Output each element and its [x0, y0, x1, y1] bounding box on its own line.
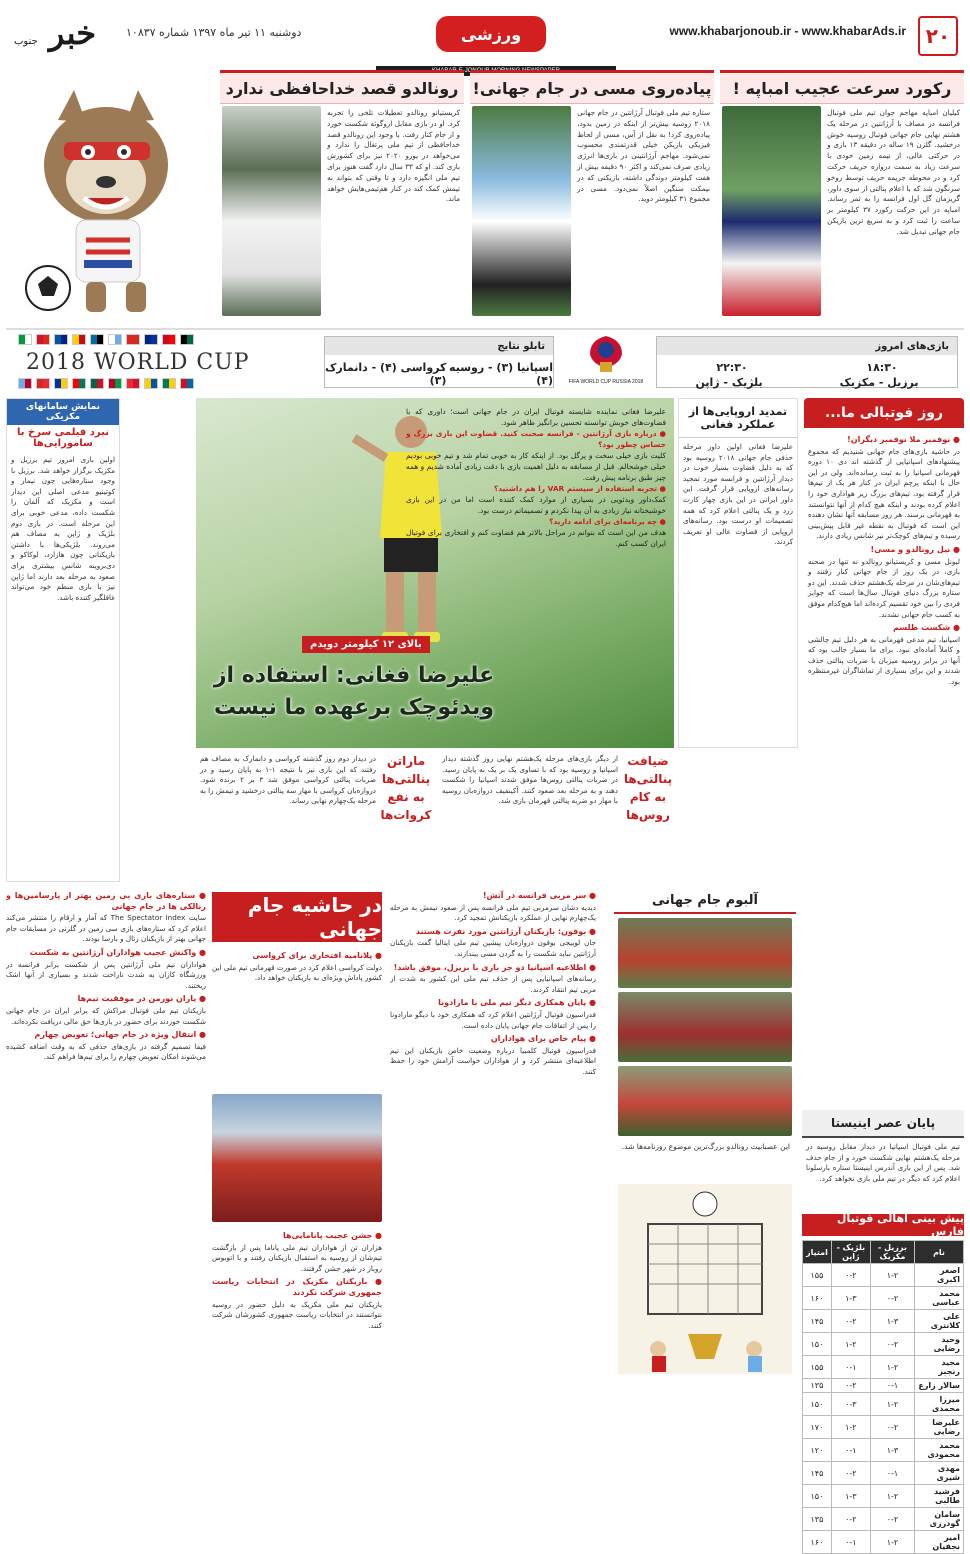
team-flag — [18, 334, 32, 345]
prediction-cell: علی کلانتری — [915, 1310, 964, 1333]
column-title: تمدید اروپایی‌ها از عملکرد فغانی — [679, 399, 797, 438]
team-flag — [180, 378, 194, 389]
prediction-cell: اصغر اکبری — [915, 1264, 964, 1287]
margin-headline[interactable]: ● بوفون: بازیکنان آرژانتین مورد نفرت هستند — [415, 926, 596, 936]
prediction-cell: علیرضا رضایی — [915, 1416, 964, 1439]
results-title: تابلو نتایج — [325, 337, 553, 355]
story-mbappe[interactable] — [720, 70, 964, 320]
margin-text: هواداران تیم ملی آرژانتین پس از شکست برابر فرانسه در ورزشگاه کازان به شدت ناراحت شدند و بسیاری از آنها اشک ریختند. — [6, 959, 206, 990]
mbappe-photo — [722, 106, 821, 316]
feature-headline[interactable]: علیرضا فغانی: استفاده از ویدئوچک برعهده ما نیست — [213, 663, 495, 720]
result-2: کرواسی (۴) - دانمارک (۳) — [325, 361, 447, 387]
prediction-row — [803, 1508, 964, 1531]
prediction-row — [803, 1379, 964, 1393]
margin-text: فیفا تصمیم گرفته در بازی‌های حذفی که به وقت اضافه کشیده می‌شوند امکان تعویض چهارم را برای تیم‌ها فراهم کند. — [6, 1041, 206, 1062]
answer-1: کلیت بازی خیلی سخت و پرگل بود. از اینکه کار به خوبی تمام شد و تیم خوبی بودیم خیلی خوشحالم. قبل از مسابقه به دلیل اهمیت بازی با دقت زیادی آماده شدیم و همه چیز طبق برنامه پیش رفت. — [406, 451, 666, 482]
prediction-cell: ۱۶۰ — [803, 1287, 832, 1310]
emblem-sub: FIFA WORLD CUP RUSSIA 2018 — [568, 379, 644, 385]
column-title: نبرد فیلمی سرخ با سامورایی‌ها — [17, 427, 109, 449]
story-text: کریستیانو رونالدو تعطیلات تلخی را تجربه کرد. او در بازی مقابل اروگوئه شکست خورد و از جام کنار رفت. با وجود این رونالدو قصد خداحافظی از تیم ملی پرتغال را ندارد و می‌خواهد در یورو ۲۰۲۰ نیز برای کشورش بازی کند. او که ۳۳ سال دارد گفت هنوز برای تیم ملی انگیزه دارد و تا وقتی که بتواند به تیمش کمک کند در کنار هم‌تیمی‌هایش خواهد ماند. — [327, 108, 460, 204]
prediction-cell: ۰-۲ — [831, 1508, 870, 1531]
team-flag — [126, 378, 140, 389]
team-flags — [12, 332, 312, 392]
margin-headline[interactable]: ● سر مربی فرانسه در آتش! — [482, 891, 596, 900]
prediction-row — [803, 1531, 964, 1554]
ronaldo-photo — [222, 106, 321, 316]
prediction-cell: محمد محمودی — [915, 1439, 964, 1462]
team-flag — [90, 334, 104, 345]
margin-headline[interactable]: ● یاران نورمن در موفقیت تیم‌ها — [77, 994, 206, 1004]
margin-text: هزاران تن از هواداران تیم ملی پاناما پس از بازگشت تیم‌شان از روسیه به استقبال بازیکنان رفتند و با اتوبوس روباز در شهر جشن گرفتند. — [212, 1242, 382, 1273]
margin-headline[interactable]: ● پلانامیه افتخاری برای کرواسی — [252, 951, 382, 960]
subhead-3: ● شکست طلسم — [893, 623, 960, 633]
today-title: بازی‌های امروز — [657, 337, 957, 355]
column-title: روز فوتبالی ما... — [804, 398, 964, 428]
ribbon-title: ضیافت پنالتی‌ها به کام روس‌ها — [623, 754, 673, 822]
prediction-cell: ۱۴۵ — [803, 1310, 832, 1333]
prediction-cell: ۱-۳ — [870, 1439, 914, 1462]
album-photo-2 — [618, 992, 792, 1062]
subhead-2: ● نیل رونالدو و مسی! — [870, 544, 960, 554]
story-text: ستاره تیم ملی فوتبال آرژانتین در جام جهانی ۲۰۱۸ روسیه بیش‌تر از اینکه در زمین بدود، پیاده‌روی کرد! به نقل از آس، مسی از لحاظ فیزیکی بازیکن خیلی قدرتمندی محسوب نمی‌شود. مهاجم آرژانتینی در بازی‌ها انرژی زیادی صرف نمی‌کند و اکثر ۹۰ دقیقه بیش از هفت کیلومتر دوندگی داشته، بازیکنی که در نیمکت سنگین اصلاً نمی‌دود. مسی در مجموع ۳۱ کیلومتر دوید. — [577, 108, 710, 204]
prediction-cell: ۱۷۰ — [803, 1416, 832, 1439]
logo-subtext: جنوب — [14, 36, 38, 47]
team-flag — [108, 378, 122, 389]
margin-text: بازیکنان تیم ملی فوتبال مراکش که برابر ایران در جام جهانی شکست خوردند برای حضور در بازی‌ها حق مالی دریافت نکرده‌اند. — [6, 1005, 206, 1026]
prediction-cell: ۱-۳ — [831, 1287, 870, 1310]
prediction-cell: ۰-۲ — [870, 1287, 914, 1310]
column-tag: نمایش سامانهای مکزیکی — [7, 399, 119, 425]
prediction-cell: امیر نجفیان — [915, 1531, 964, 1554]
team-flag — [108, 334, 122, 345]
prediction-cell: ۱۶۰ — [803, 1531, 832, 1554]
prediction-cell: ۱۵۰ — [803, 1393, 832, 1416]
worldcup-strip — [6, 328, 964, 392]
zabivaka-mascot-image — [6, 70, 214, 320]
prediction-row — [803, 1310, 964, 1333]
faghani-feature[interactable] — [196, 398, 674, 748]
prediction-cell: ۰-۲ — [831, 1310, 870, 1333]
prediction-cell: ۰-۱ — [870, 1379, 914, 1393]
story-text: کیلیان امباپه مهاجم جوان تیم ملی فوتبال فرانسه در مصاف با آرژانتین در مرحله یک هشتم نهایی جام جهانی فوتبال روسیه خوش درخشید. گلزن ۱۹ ساله در دقیقه ۱۳ بازی و در حرکتی عالی، از نیمه زمین خودی با سرعت زیاد به سمت دروازه حریف حرکت کرد و در محوطه جریمه حریف توسط روخو سرنگون شد که با اعلام پنالتی از سوی داور، گریزمان گل اول فرانسه را به ثمر رساند. امباپه در این حرکت رکورد ۳۷ کیلومتر بر ساعت را ثبت کرد و به سریع ترین بازیکن جام جهانی تبدیل شد. — [827, 108, 960, 236]
column-text-3: اسپانیا، تیم مدعی قهرمانی به هر دلیل تیم چالشی و کاملاً آماده‌ای نبود. برای ما بسیار جالب بود که آنها در برابر روسیه میزبان با ضربات پنالتی حذف شدند و این برای بسیاری از تماشاگران غیرمنتظره بود. — [808, 634, 960, 687]
top-stories — [6, 70, 964, 320]
worldcup-title: 2018 WORLD CUP — [26, 350, 250, 375]
today-time-1: ۱۸:۳۰ — [866, 361, 898, 374]
margin-text: فدراسیون فوتبال آرژانتین اعلام کرد که همکاری خود با دیگو مارادونا را پس از اتفاقات جام جهانی پایان داده است. — [390, 1009, 596, 1030]
margin-headline[interactable]: ● بازیکنان مکزیک در انتخابات ریاست جمهوری شرکت نکردند — [212, 1277, 382, 1297]
today-games-box — [656, 336, 958, 388]
middle-section — [6, 398, 964, 882]
prediction-cell: ۱-۲ — [870, 1356, 914, 1379]
album-caption: این عصبانیت رونالدو بزرگ‌ترین موضوع روزنامه‌ها شد. — [621, 1142, 790, 1151]
prediction-header-cell: برزیل - مکزیک — [870, 1241, 914, 1264]
prediction-cell: سامان گودرزی — [915, 1508, 964, 1531]
team-flag — [72, 334, 86, 345]
prediction-cell: ۱-۲ — [870, 1393, 914, 1416]
column-text-1: در حاشیه بازی‌های جام جهانی شنیدیم که مجموع پیشنهادهای اسپانیایی از گذشته اند دی ۱۰ دوره قهرمانی اسپانیا را به ثبت رسانده‌اند. ولی در این حال با اینکه پرچم ایران در کنار هر یک از تیم‌ها قرار گرفته بود، تیم‌های بزرگ زیر هواداری خود را اعلام کرده بودند و اینکه هیچ کدام از آنها نتوانستند به قهرمانی برسند. هر روز مسابقه آنها نشان دهنده این است که فوتبال به نقطه غیر قابل پیش‌بینی رسیده و تیم‌های کوچک‌تر نیز شانس زیادی دارند. — [808, 446, 960, 541]
feature-red-label: بالای ۱۲ کیلومتر دویدم — [302, 636, 430, 653]
margins-column-2-bottom — [212, 1228, 382, 1408]
prediction-cell: ۱۵۰ — [803, 1485, 832, 1508]
story-messi[interactable] — [470, 70, 714, 320]
prediction-cell: ۱-۳ — [870, 1310, 914, 1333]
page-number: ۲۰ — [918, 16, 958, 56]
prediction-header-cell: نام — [915, 1241, 964, 1264]
end-era-box — [802, 1110, 964, 1551]
prediction-row — [803, 1462, 964, 1485]
prediction-cell: میرزا محمدی — [915, 1393, 964, 1416]
prediction-row — [803, 1393, 964, 1416]
prediction-table — [802, 1240, 964, 1554]
prediction-row — [803, 1264, 964, 1287]
website-links[interactable]: www.khabarjonoub.ir - www.khabarAds.ir — [669, 24, 906, 38]
prediction-cell: ۰-۲ — [831, 1462, 870, 1485]
prediction-header-cell: امتیاز — [803, 1241, 832, 1264]
team-flag — [54, 334, 68, 345]
prediction-cell: سالار زارع — [915, 1379, 964, 1393]
prediction-cell: ۱-۲ — [831, 1416, 870, 1439]
fifa-worldcup-emblem — [566, 332, 646, 392]
prediction-cell: ۰-۱ — [831, 1531, 870, 1554]
newspaper-logo — [14, 14, 96, 52]
prediction-cell: وحید رضایی — [915, 1333, 964, 1356]
margins-title: در حاشیه جام جهانی — [212, 892, 382, 942]
ribbon-title: ماراتن پنالتی‌ها به نفع کروات‌ها — [380, 754, 432, 822]
team-flag — [36, 378, 50, 389]
prediction-cell: ۰-۲ — [870, 1333, 914, 1356]
column-text: اولین بازی امروز تیم برزیل و مکزیک برگزار خواهد شد. برزیل با وجود ستاره‌هایی چون نیمار و کوتینیو مدعی اصلی این دیدار است و مکزیک که آلمان را شکست داده، مدعی خوبی برای این مرحله است. در بازی دوم بلژیک و ژاپن به مصاف هم می‌روند. بلژیکی‌ها با داشتن بازیکنانی چون هازارد، لوکاکو و دی‌بروینه شانس بیشتری برای صعود به مرحله بعد دارند اما ژاپن نیز با بازی منظم خود می‌تواند غافلگیر کننده باشد. — [11, 455, 115, 602]
column-football-day — [804, 398, 964, 882]
prediction-cell: ۰-۲ — [831, 1264, 870, 1287]
prediction-row — [803, 1439, 964, 1462]
result-1: اسپانیا (۳) - روسیه (۴) — [449, 361, 553, 387]
margin-headline[interactable]: ● اطلاعیه اسپانیا دو جز بازی با بریزل، موفق باشد! — [393, 962, 596, 972]
margins-column-1 — [6, 888, 206, 1408]
team-flag — [162, 334, 176, 345]
album-photo-3 — [618, 1066, 792, 1136]
margin-text: فدراسیون فوتبال کلمبیا درباره وضعیت خاص بازیکنان این تیم اطلاعیه‌ای منتشر کرد و از هواداران خواست آرامش خود را حفظ کنند. — [390, 1045, 596, 1076]
ribbon-text: از دیگر بازی‌های مرحله یک‌هشتم نهایی روز گذشته دیدار اسپانیا و روسیه بود که با تساوی یک بر یک به پایان رسید. در ضربات پنالتی روس‌ها موفق شدند اسپانیا را شکست دهند و به مرحله بعد صعود کنند. آکینفیف دروازه‌بان روسیه با مهار دو ضربه پنالتی قهرمان بازی شد. — [442, 754, 618, 806]
prediction-cell: ۰-۲ — [870, 1508, 914, 1531]
margin-text: سایت The Spectator Index که آمار و ارقام را منتشر می‌کند اعلام کرد که ستاره‌های بازی سی زمین در گلزنی در مسابقات جام جهانی بهتر از بازیکنان رئال و بارسا بودند. — [6, 913, 206, 944]
team-flag — [72, 378, 86, 389]
prediction-cell: ۰-۱ — [870, 1462, 914, 1485]
margins-column-3 — [390, 888, 596, 1408]
team-flag — [36, 334, 50, 345]
bottom-section — [6, 888, 964, 1551]
column-europe-praise — [678, 398, 798, 748]
prediction-cell: ۱-۲ — [870, 1531, 914, 1554]
margin-text: رسانه‌های اسپانیایی پس از حذف تیم ملی این کشور به شدت از مربی تیم انتقاد کردند. — [390, 974, 596, 994]
column-preview — [6, 398, 120, 882]
today-game-1: برزیل - مکزیک — [839, 376, 919, 389]
prediction-cell: ۱-۲ — [870, 1485, 914, 1508]
story-title[interactable]: پیاده‌روی مسی در جام جهانی! — [470, 70, 714, 104]
page-header — [6, 14, 964, 64]
subhead-1: ● نوفمبر ملا نوفمبر دیگران! — [847, 435, 960, 444]
prediction-cell: ۰-۲ — [870, 1416, 914, 1439]
team-flag — [18, 378, 32, 389]
team-flag — [54, 378, 68, 389]
prediction-cell: ۱۵۰ — [803, 1333, 832, 1356]
prediction-row — [803, 1333, 964, 1356]
margin-text: جان لوییجی بوفون دروازه‌بان پیشین تیم ملی ایتالیا گفت بازیکنان آرژانتین نباید شکست را به گردن مسی بیندازند. — [390, 938, 596, 958]
margin-headline[interactable]: ● پیام خاص برای هواداران — [490, 1034, 596, 1044]
margin-headline[interactable]: ● پایان همکاری دیگر تیم ملی با مارادونا — [438, 998, 596, 1008]
answer-2: کمک‌داور ویدئویی در بسیاری از موارد کمک کننده است اما من در این بازی خوشبختانه نیاز زیادی به آن پیدا نکردم و تصمیماتم درست بود. — [406, 495, 666, 515]
panama-celebration-photo — [212, 1094, 382, 1222]
interview-intro: علیرضا فغانی نماینده شایسته فوتبال ایران در جام جهانی است؛ داوری که با قضاوت‌های خوبش توانسته تحسین برانگیز ظاهر شود. — [406, 407, 666, 427]
margins-column-2-top — [212, 948, 382, 1088]
dateline: دوشنبه ۱۱ تیر ماه ۱۳۹۷ شماره ۱۰۸۳۷ — [126, 26, 302, 39]
prediction-cell: ۱۲۰ — [803, 1439, 832, 1462]
answer-3: هدف من این است که بتوانم در مراحل بالاتر هم قضاوت کنم و افتخاری برای فوتبال ایران کسب کنم. — [406, 528, 666, 548]
prediction-cell: ۱-۲ — [870, 1264, 914, 1287]
prediction-cell: ۱۵۵ — [803, 1356, 832, 1379]
margin-headline[interactable]: ● جشن عجیب پانامایی‌ها — [282, 1231, 382, 1240]
team-flag — [144, 378, 158, 389]
prediction-cell: مهدی شیری — [915, 1462, 964, 1485]
prediction-cell: مجید رنجبر — [915, 1356, 964, 1379]
team-flag — [90, 378, 104, 389]
prediction-cell: فرشید طالبی — [915, 1485, 964, 1508]
story-ronaldo[interactable] — [220, 70, 464, 320]
margin-text: دولت کرواسی اعلام کرد در صورت قهرمانی تیم ملی این کشور پاداش ویژه‌ای به بازیکنان خواهد داد. — [212, 962, 382, 983]
margin-text: دیدیه دشان سرمربی تیم ملی فرانسه پس از صعود تیمش به مرحله یک‌چهارم نهایی از عملکرد بازیکنانش تمجید کرد. — [390, 902, 596, 923]
column-text-2: لیونل مسی و کریستیانو رونالدو نه تنها در صحنه بازی، در یک روز از جام جهانی کنار رفتند و تیم‌های‌شان در مرحله یک‌هشتم حذف شدند. این دو ستاره بزرگ دنیای فوتبال سال‌ها است که جوایز فردی را بین خود تقسیم کرده‌اند اما هیچ‌کدام موفق به کسب جام جهانی نشدند. — [808, 556, 960, 619]
margin-headline[interactable]: ● واکنش عجیب هواداران آرژانتین به شکست — [29, 947, 206, 957]
results-box — [324, 336, 554, 388]
story-title[interactable]: رکورد سرعت عجیب امباپه ! — [720, 70, 964, 104]
story-title[interactable]: رونالدو قصد خداحافظی ندارد — [220, 70, 464, 104]
ribbon-text: در دیدار دوم روز گذشته کرواسی و دانمارک به مصاف هم رفتند که این بازی نیز با نتیجه ۱-۱ به پایان رسید و در ضربات پنالتی کرواسی موفق شد ۳ بر ۲ برنده شود. دروازه‌بان کرواسی با مهار سه پنالتی درخشید و تیمش را به مرحله یک‌چهارم نهایی رساند. — [200, 754, 377, 806]
prediction-cell: ۱۳۵ — [803, 1379, 832, 1393]
penalty-ribbons — [196, 752, 674, 882]
prediction-cell: ۱-۳ — [831, 1485, 870, 1508]
prediction-title: پیش بینی اهالی فوتبال فارس — [802, 1214, 964, 1236]
question-1: ● درباره بازی آرژانتین - فرانسه صحبت کنید. قضاوت این بازی بزرگ و حساس چطور بود؟ — [406, 429, 666, 449]
prediction-header-cell: بلژیک - ژاپن — [831, 1241, 870, 1264]
today-game-2: بلژیک - ژاپن — [695, 376, 763, 389]
worldcup-margins — [6, 888, 596, 1412]
prediction-cell: ۰-۱ — [831, 1439, 870, 1462]
prediction-row — [803, 1287, 964, 1310]
messi-photo — [472, 106, 571, 316]
question-2: ● تجربه استفاده از سیستم VAR را هم داشتید؟ — [493, 484, 666, 493]
team-flag — [162, 378, 176, 389]
team-flag — [126, 334, 140, 345]
prediction-cell: محمد عباسی — [915, 1287, 964, 1310]
prediction-row — [803, 1485, 964, 1508]
album-title: آلبوم جام جهانی — [614, 888, 796, 914]
team-flag — [144, 334, 158, 345]
ribbon-croatia — [196, 752, 432, 882]
prediction-cell: ۱-۲ — [831, 1333, 870, 1356]
prediction-cell: ۱۳۵ — [803, 1508, 832, 1531]
end-era-text: تیم ملی فوتبال اسپانیا در دیدار مقابل روسیه در مرحله یک‌هشتم نهایی شکست خورد و از جام حذف شد. پس از این بازی آندرس اینیستا ستاره بارسلونا اعلام کرد که دیگر در تیم ملی بازی نخواهد کرد. — [806, 1142, 960, 1183]
ribbon-russia — [438, 752, 674, 882]
prediction-cell: ۰-۱ — [831, 1356, 870, 1379]
prediction-row — [803, 1356, 964, 1379]
logo-text: خبر — [48, 14, 97, 52]
prediction-cell: ۱۴۵ — [803, 1462, 832, 1485]
prediction-cell: ۰-۲ — [831, 1379, 870, 1393]
end-era-title: پایان عصر اینیستا — [802, 1110, 964, 1138]
cartoon-illustration — [618, 1184, 792, 1374]
interview-text — [406, 406, 666, 549]
album-photo-1 — [618, 918, 792, 988]
margin-headline[interactable]: ● انتقال ویژه در جام جهانی؛ تعویض چهارم — [34, 1030, 206, 1040]
worldcup-album — [614, 888, 796, 1412]
prediction-row — [803, 1416, 964, 1439]
section-title: ورزشی — [436, 16, 546, 52]
prediction-cell: ۱۵۵ — [803, 1264, 832, 1287]
column-text: علیرضا فغانی اولین داور مرحله حذفی جام جهانی ۲۰۱۸ روسیه بود که به دلیل قضاوت بسیار خوب در دیدار آرژانتین و فرانسه مورد تمجید رسانه‌های اروپایی قرار گرفت. این داور ایرانی در این بازی چهار کارت زرد و یک پنالتی اعلام کرد که همه تصمیمات او درست بود. رسانه‌های اروپایی از قضاوت عالی او تعریف کردند. — [683, 442, 793, 547]
prediction-cell: ۰-۳ — [831, 1393, 870, 1416]
question-3: ● چه برنامه‌ای برای ادامه دارید؟ — [549, 517, 666, 526]
today-time-2: ۲۲:۳۰ — [716, 361, 748, 374]
margin-headline[interactable]: ● ستاره‌های بازی بی زمین بهتر از پارسامین‌ها و رنالکی ها در جام جهانی — [6, 891, 206, 911]
margin-text: بازیکنان تیم ملی مکزیک به دلیل حضور در روسیه نتوانستند در انتخابات ریاست جمهوری کشورشان شرکت کنند. — [212, 1299, 382, 1330]
team-flag — [180, 334, 194, 345]
